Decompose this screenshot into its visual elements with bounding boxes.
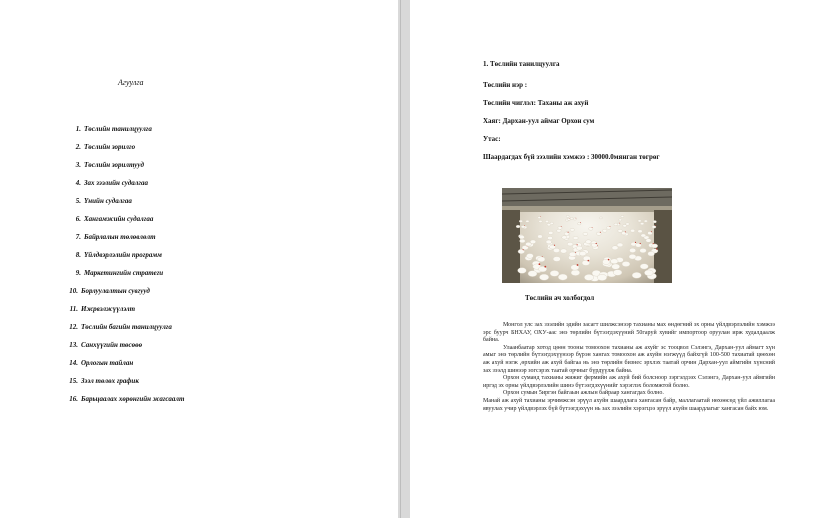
toc-item bbox=[66, 286, 184, 304]
project-name-field: Төслийн нэр : bbox=[483, 81, 528, 89]
toc-item bbox=[66, 178, 184, 196]
toc-item-label: Төслийн зорилго bbox=[84, 143, 136, 151]
address-field: Хаяг: Дархан-уул аймаг Орхон сум bbox=[483, 117, 595, 125]
funding-field: Шаардагдах бүй зээлийн хэмжээ : 30000.0мянган төгрөг bbox=[483, 153, 660, 161]
toc-item-label: Борлуулалтын сувгууд bbox=[81, 287, 150, 295]
toc-item-number: 4. bbox=[75, 179, 81, 187]
phone-field: Утас: bbox=[483, 135, 501, 143]
toc-item-label: Хангамжийн судалгаа bbox=[84, 215, 154, 223]
toc-item-number: 15. bbox=[69, 377, 78, 385]
toc-item-label: Зээл төлөх график bbox=[81, 377, 139, 385]
paragraph: Монгол улс зах зээлийн эдийн засагт шилжсэнээр тахианы мах өндөгний эх орны үйлдвэрлэлийн хэмжээ эрс буурч БНХАУ, ОХУ-аас энэ төрлийн бүтээгдэхүүний 50гаруй хувийг импортоор оруулан ирж худалдаалж байна. bbox=[483, 322, 775, 344]
toc-item-number: 13. bbox=[69, 341, 78, 349]
toc-item-label: Үйлдвэрлэлийн программ bbox=[84, 251, 162, 259]
toc-item-number: 14. bbox=[69, 359, 78, 367]
toc-item-number: 8. bbox=[75, 251, 81, 259]
toc-item-number: 7. bbox=[75, 233, 81, 241]
toc-title: Агуулга bbox=[118, 78, 144, 87]
toc-item-number: 12. bbox=[69, 323, 78, 331]
toc-item-number: 6. bbox=[75, 215, 81, 223]
toc-item bbox=[66, 268, 184, 286]
toc-item bbox=[66, 304, 184, 322]
toc-item bbox=[66, 214, 184, 232]
toc-item-number: 11. bbox=[69, 305, 78, 313]
paragraph: Улаанбаатар хотод цөөн тооны томоохон тахианы аж ахуйг эс тооцвол Сэлэнгэ, Дархан-уул аймагт хүн амыг энэ төрлийн бүтээгдэхүүнээр бүрэн хангах томоохон аж ахуйн нэгжүүд байхгүй 100-500 тахиатай цөөхөн аж ахуй нэгж ,өрхийн аж ахуй байгаа нь энэ төрлийн бизнес эрхлэх таатай орчин Дархан-уул аймгийн хүнсний зах зээлд шинээр зогсэрэх таатай орчныг бүрдүүлж байна. bbox=[483, 344, 775, 374]
toc-item-label: Ижрвэлжүүлэлт bbox=[81, 305, 136, 313]
right-page bbox=[410, 0, 815, 518]
paragraph: Орхон суманд тахианы жижиг фермийн аж ахуй бий болсноор зэргэлдээх Сэлэнгэ, Дархан-уул аймгийн иргэд эх орны үйлдвэрлэлийн шинэ бүтээгдэхүүнийг хэрэглэх боломжтой болно. bbox=[483, 375, 775, 389]
toc-item-label: Төслийн зорилтууд bbox=[84, 161, 144, 169]
page-divider bbox=[400, 0, 401, 518]
toc-item bbox=[66, 142, 184, 160]
toc-item-number: 9. bbox=[75, 269, 81, 277]
toc-item bbox=[66, 322, 184, 340]
photo-caption: Төслийн ач холбогдол bbox=[525, 294, 595, 302]
toc-item-label: Орлогын тайлан bbox=[81, 359, 134, 367]
left-page bbox=[0, 0, 398, 518]
toc-item bbox=[66, 376, 184, 394]
toc-item-label: Төслийн багийн танилцуулга bbox=[81, 323, 172, 331]
toc-item-number: 3. bbox=[75, 161, 81, 169]
toc-item-number: 2. bbox=[75, 143, 81, 151]
toc-item-label: Маркетингийн стратеги bbox=[84, 269, 164, 277]
toc-item bbox=[66, 358, 184, 376]
toc-item-label: Барьцаалах хөрөнгийн жагсаалт bbox=[81, 395, 185, 403]
toc-item-label: Зах зээлийн судалгаа bbox=[84, 179, 148, 187]
toc-item-label: Төслийн танилцуулга bbox=[84, 125, 152, 133]
body-text bbox=[483, 322, 775, 413]
toc-item-number: 1. bbox=[75, 125, 81, 133]
toc-item-number: 5. bbox=[75, 197, 81, 205]
paragraph: Орхон сумын 5иргэн байгаын ажлын байраар хангагдах болно. bbox=[503, 390, 664, 397]
toc-item bbox=[66, 124, 184, 142]
paragraph: Манай аж ахуй тахианы эрчимжсэн эрүүл ахуйн шаардлага хангасан байр, маллагаатай нөхөөсөд үйл ажиллагаа явуулах учир үйлдвэрлэх бүй бүтээгдэхүүн нь зах зээлийн хэрэгцээ эрүүл ахуйн шаардлагыг хангасан байх юм. bbox=[483, 397, 775, 412]
toc-item-label: Санхүүгийн төсөөө bbox=[81, 341, 143, 349]
toc-item bbox=[66, 196, 184, 214]
toc-item bbox=[66, 250, 184, 268]
section-heading: 1. Төслийн танилцуулга bbox=[483, 60, 560, 68]
table-of-contents bbox=[66, 124, 184, 412]
toc-item bbox=[66, 160, 184, 178]
toc-item bbox=[66, 232, 184, 250]
chicken-farm-photo bbox=[502, 188, 672, 283]
toc-item-label: Байрлалын төлөвлөлт bbox=[84, 233, 156, 241]
toc-item-number: 16. bbox=[69, 395, 78, 403]
toc-item-label: Үнийн судалгаа bbox=[84, 197, 132, 205]
toc-item-number: 10. bbox=[69, 287, 78, 295]
toc-item bbox=[66, 340, 184, 358]
toc-item bbox=[66, 394, 184, 412]
project-direction-field: Төслийн чиглэл: Таханы аж ахуй bbox=[483, 99, 589, 107]
